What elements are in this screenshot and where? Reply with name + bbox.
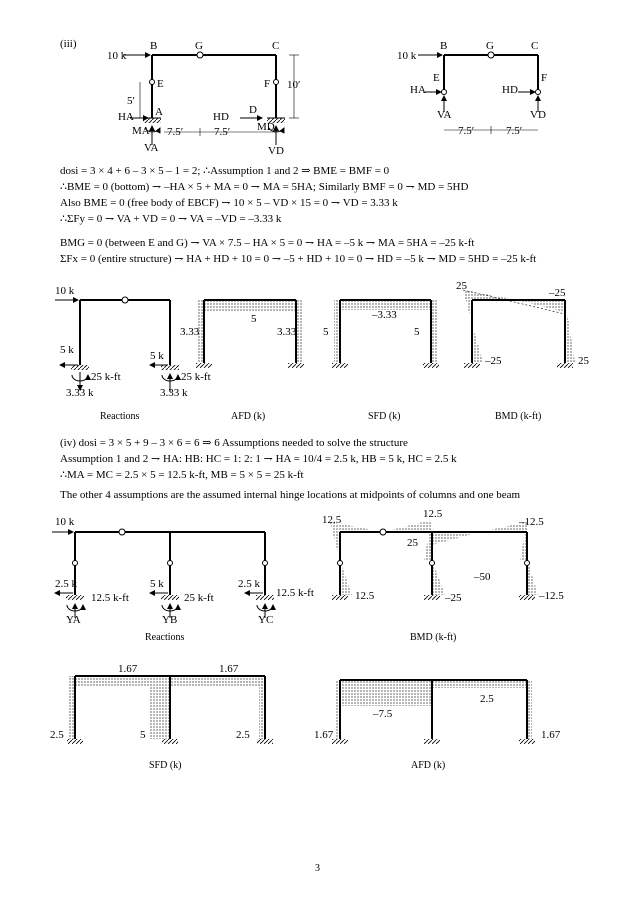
caption-afd-iv: AFD (k) [411, 760, 446, 771]
sfd4-beam-right: 1.67 [219, 663, 239, 675]
fb-node-f: F [541, 72, 548, 84]
sfd4-col-c: 2.5 [236, 729, 250, 741]
fb-dim-75-a: 7.5′ [458, 125, 475, 137]
r3-load: 10 k [55, 285, 75, 297]
node-b: B [150, 40, 158, 52]
bmd3-right: 25 [578, 355, 589, 367]
r4-mc: 12.5 k-ft [276, 587, 314, 599]
eq-iii-3: Also BME = 0 (free body of EBCF) ⇁ 10 × 5 – VD × 15 = 0 ⇁ VD = 3.33 k [60, 197, 398, 209]
caption-bmd-iv: BMD (k-ft) [410, 632, 457, 643]
r4-ma: 12.5 k-ft [91, 592, 129, 604]
dim-75-a: 7.5′ [167, 126, 184, 138]
fb-node-e: E [433, 72, 440, 84]
fb-ha-label: HA [410, 84, 426, 96]
r3-ma: 25 k-ft [91, 371, 121, 383]
afd4-right: 1.67 [541, 729, 561, 741]
dim-75-b: 7.5′ [214, 126, 231, 138]
node-f: F [264, 78, 271, 90]
sfd3-left: 5 [323, 326, 329, 338]
fb-vd-label: VD [530, 109, 546, 121]
bmd3-top: 25 [456, 280, 467, 292]
sfd4-col-a: 2.5 [50, 729, 64, 741]
bmd4-mid-25: 25 [407, 537, 418, 549]
bmd4-top-left: 12.5 [322, 514, 342, 526]
sfd4-beam-left: 1.67 [118, 663, 138, 675]
r4-load: 10 k [55, 516, 75, 528]
ma-label: MA [132, 125, 150, 137]
node-d: D [249, 104, 257, 116]
afd4-beam-right: 2.5 [480, 693, 494, 705]
sfd4-col-b: 5 [140, 729, 146, 741]
fb-node-g: G [486, 40, 494, 52]
reactions-iv [52, 529, 274, 618]
ha-label: HA [118, 111, 134, 123]
r4-ya: YA [66, 614, 81, 626]
afd3-beam: 5 [251, 313, 257, 325]
caption-afd-iii: AFD (k) [231, 411, 266, 422]
fb-hd-label: HD [502, 84, 518, 96]
bmd4-top-mid: 12.5 [423, 508, 443, 520]
node-a: A [155, 106, 163, 118]
bmd3-left: –25 [485, 355, 502, 367]
node-g: G [195, 40, 203, 52]
md-label: MD [257, 121, 275, 133]
eq-iv-2: Assumption 1 and 2 ⇁ HA: HB: HC = 1: 2: 1 ⇁ HA = 10/4 = 2.5 k, HB = 5 k, HC = 2.5 k [60, 453, 457, 465]
hd-label: HD [213, 111, 229, 123]
eq-iii-2: ∴BME = 0 (bottom) ⇁ –HA × 5 + MA = 0 ⇁ MA = 5HA; Similarly BMF = 0 ⇁ MD = 5HD [60, 181, 469, 193]
caption-reactions-iv: Reactions [145, 632, 185, 643]
afd-iv [332, 680, 535, 744]
r3-va: 3.33 k [66, 387, 94, 399]
bmd4-top-right: –12.5 [519, 516, 544, 528]
caption-sfd-iii: SFD (k) [368, 411, 401, 422]
afd3-left: 3.33 [180, 326, 200, 338]
eq-iii-6: ΣFx = 0 (entire structure) ⇁ HA + HD + 10 = 0 ⇁ –5 + HD + 10 = 0 ⇁ HD = –5 k ⇁ MD = 5HD = –25 k-ft [60, 253, 537, 265]
afd4-mid: –7.5 [373, 708, 393, 720]
afd3-right: 3.33 [277, 326, 297, 338]
page-number: 3 [315, 863, 320, 874]
r4-yc: YC [258, 614, 274, 626]
node-e: E [157, 78, 164, 90]
section-iii-label: (iii) [60, 38, 77, 50]
r3-hd: 5 k [150, 350, 164, 362]
dim-5: 5′ [127, 95, 135, 107]
bmd4-bot-mid: –25 [445, 592, 462, 604]
r4-mb: 25 k-ft [184, 592, 214, 604]
fb-load-label: 10 k [397, 50, 417, 62]
caption-bmd-iii: BMD (k-ft) [495, 411, 542, 422]
r4-hc: 2.5 k [238, 578, 260, 590]
r3-ha: 5 k [60, 344, 74, 356]
bmd-iii [463, 290, 575, 368]
caption-reactions-iii: Reactions [100, 411, 140, 422]
bmd3-topright: –25 [549, 287, 566, 299]
r4-ha: 2.5 k [55, 578, 77, 590]
bmd4-neg50: –50 [474, 571, 491, 583]
fb-node-c: C [531, 40, 539, 52]
r4-hb: 5 k [150, 578, 164, 590]
node-c: C [272, 40, 280, 52]
bmd-iv [330, 520, 538, 600]
eq-iii-4: ∴ΣFy = 0 ⇁ VA + VD = 0 ⇁ VA = –VD = –3.33 k [60, 213, 282, 225]
eq-iii-1: dosi = 3 × 4 + 6 – 3 × 5 – 1 = 2; ∴Assumption 1 and 2 ⇒ BME = BMF = 0 [60, 165, 390, 177]
fb-va-label: VA [437, 109, 452, 121]
vd-label: VD [268, 145, 284, 157]
sfd3-right: 5 [414, 326, 420, 338]
va-label: VA [144, 142, 159, 154]
eq-iv-3: ∴MA = MC = 2.5 × 5 = 12.5 k-ft, MB = 5 × 5 = 25 k-ft [60, 469, 304, 481]
caption-sfd-iv: SFD (k) [149, 760, 182, 771]
eq-iv-1: (iv) dosi = 3 × 5 + 9 – 3 × 6 = 6 ⇒ 6 Assumptions needed to solve the structure [60, 437, 408, 449]
dim-10: 10′ [287, 79, 301, 91]
fb-dim-75-b: 7.5′ [506, 125, 523, 137]
r3-md: 25 k-ft [181, 371, 211, 383]
eq-iii-5: BMG = 0 (between E and G) ⇁ VA × 7.5 – HA × 5 = 0 ⇁ HA = –5 k ⇁ MA = 5HA = –25 k-ft [60, 237, 475, 249]
r4-yb: YB [162, 614, 178, 626]
sfd3-beam: –3.33 [372, 309, 397, 321]
fb-node-b: B [440, 40, 448, 52]
bmd4-bot-left: 12.5 [355, 590, 375, 602]
eq-iv-4: The other 4 assumptions are the assumed internal hinge locations at midpoints of columns and one beam [60, 489, 521, 501]
bmd4-bot-right: –12.5 [539, 590, 564, 602]
afd4-left: 1.67 [314, 729, 334, 741]
load-label: 10 k [107, 50, 127, 62]
r3-vd: 3.33 k [160, 387, 188, 399]
